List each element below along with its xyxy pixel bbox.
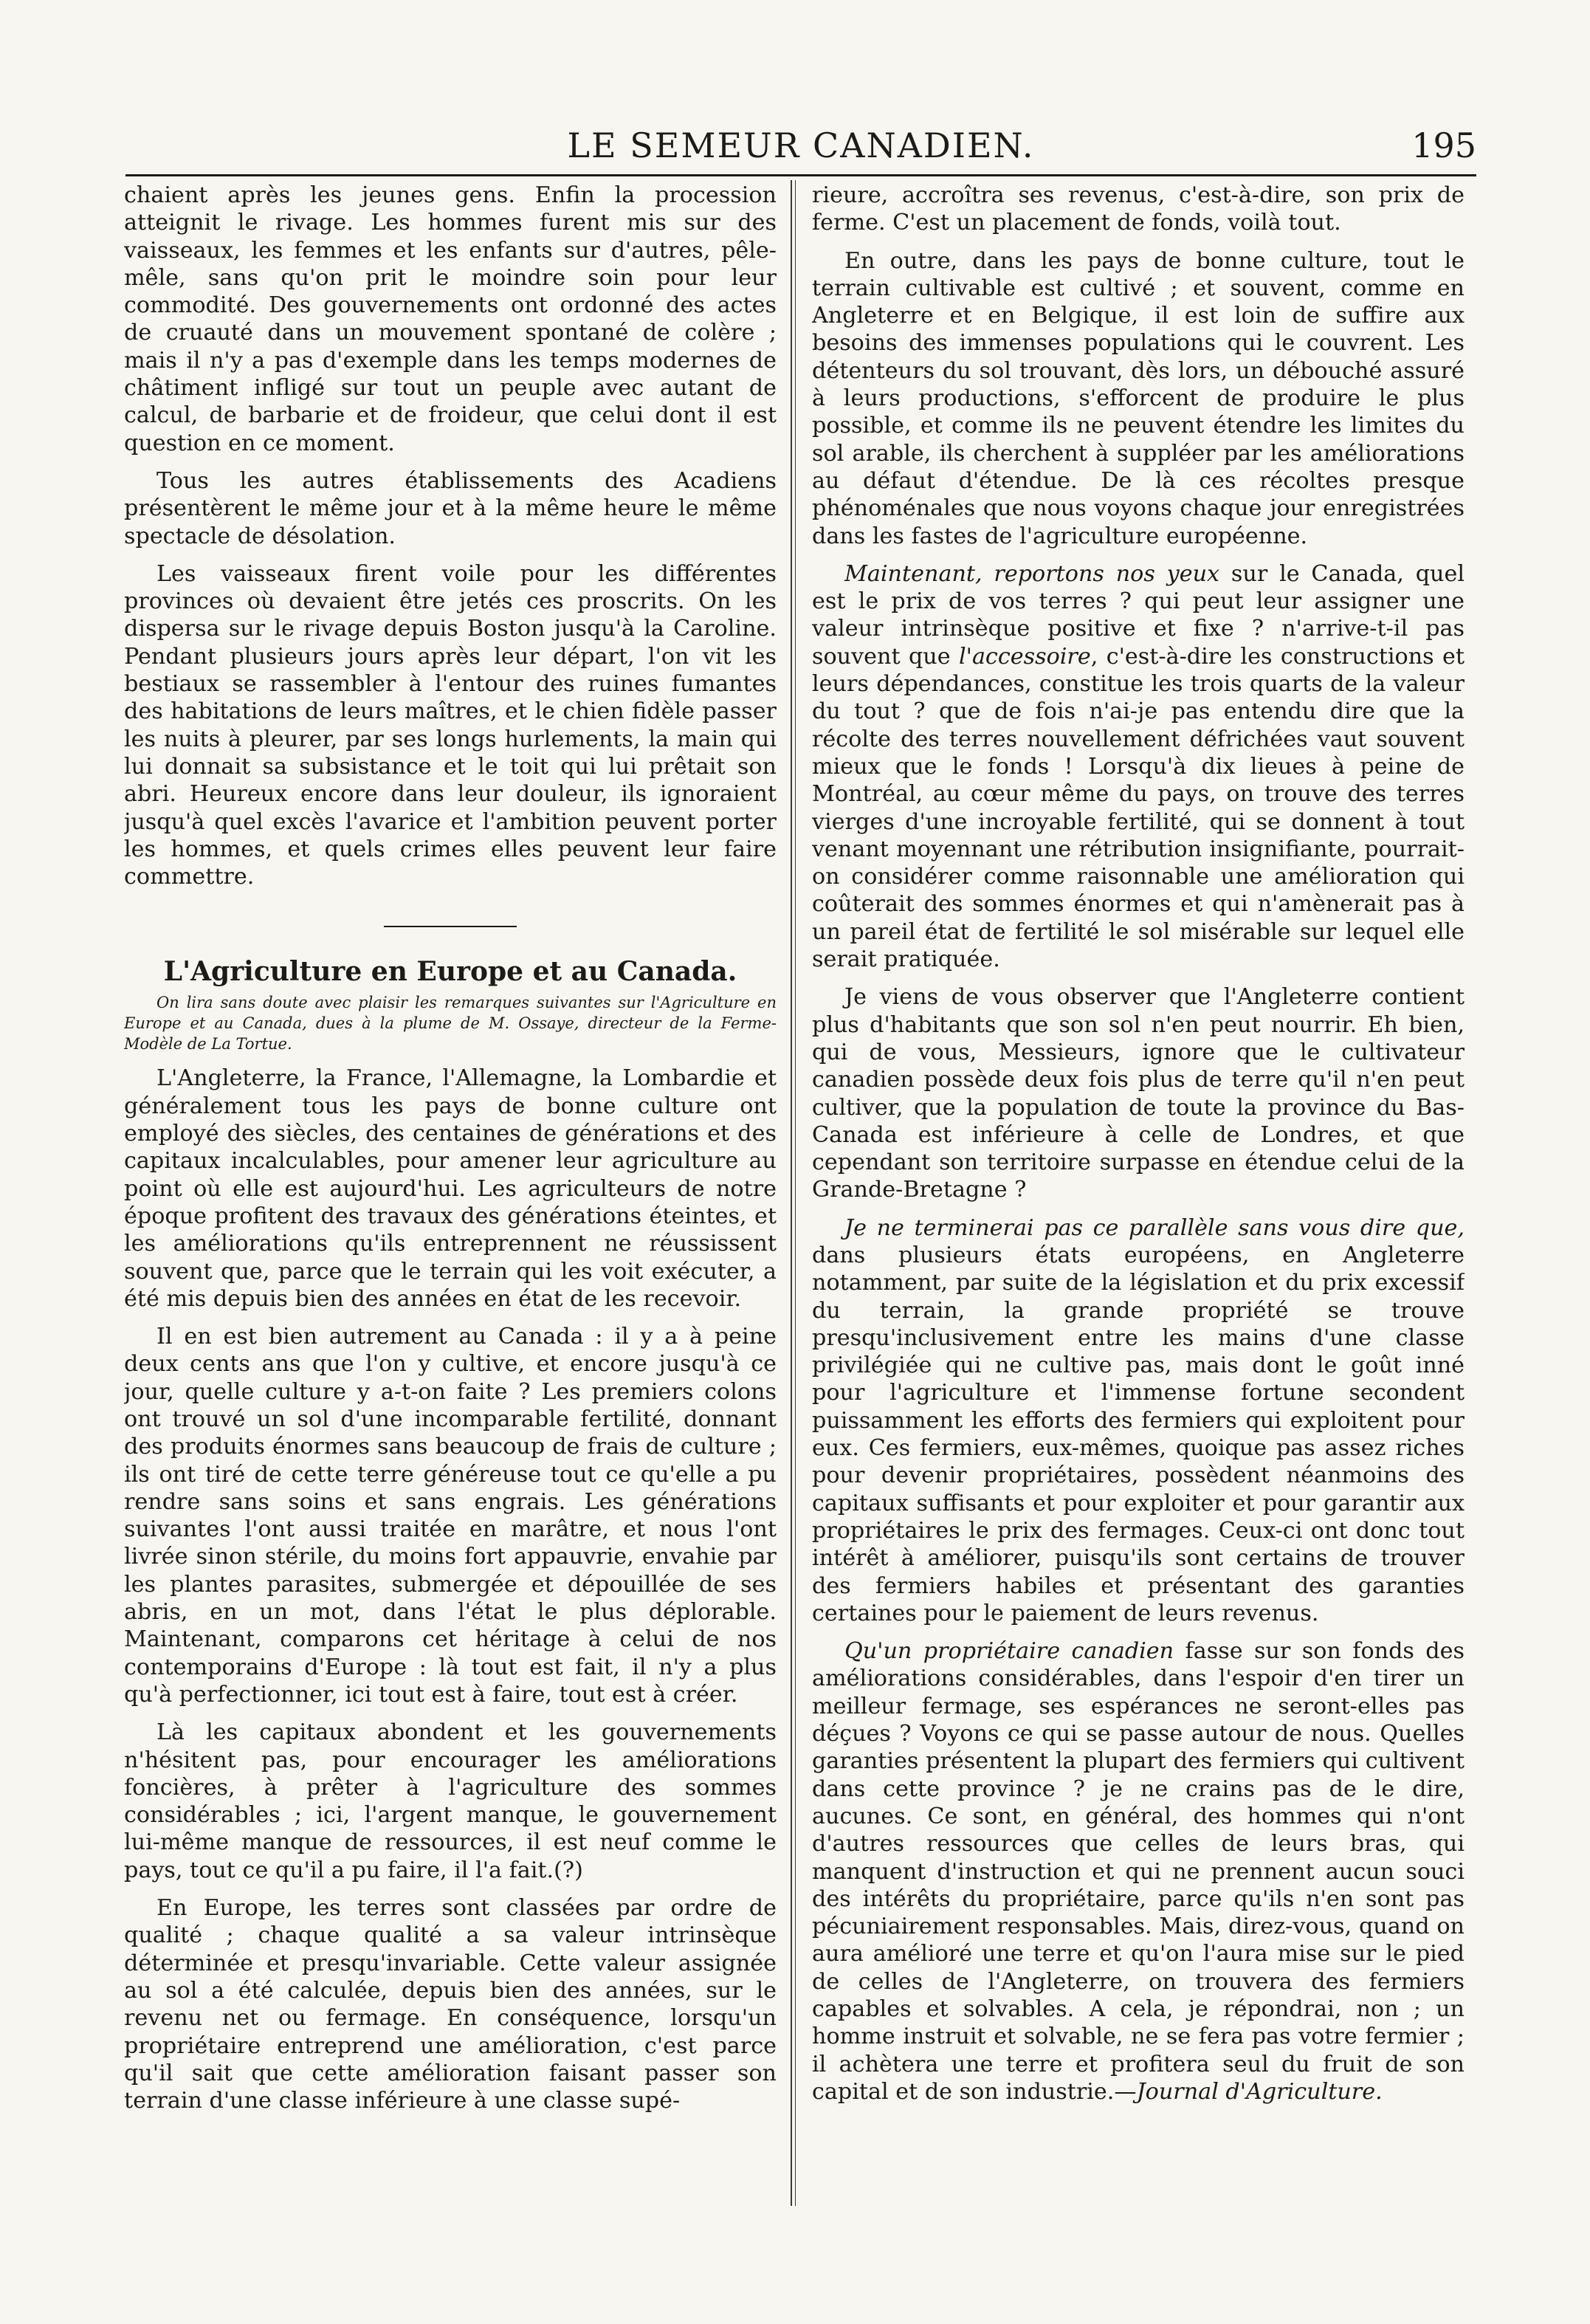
paragraph: rieure, accroîtra ses revenus, c'est-à-dire, son prix de ferme. C'est un placement de fonds, voilà tout. bbox=[812, 182, 1465, 236]
page-number: 195 bbox=[1411, 126, 1476, 165]
paragraph: En outre, dans les pays de bonne culture, tout le terrain cultivable est cultivé ; et souvent, comme en Angleterre et en Belgique, il est loin de suffire aux besoins des immenses populations qui le couvrent. Les détenteurs du sol trouvant, dès lors, un débouché assuré à leurs productions, s'efforcent de produire le plus possible, et comme ils ne peuvent étendre les limites du sol arable, ils cherchent à suppléer par les améliorations au défaut d'étendue. De là ces récoltes presque phénoménales que nous voyons chaque jour enregistrées dans les fastes de l'agriculture européenne. bbox=[812, 247, 1465, 549]
italic-term: l'accessoire bbox=[958, 643, 1091, 670]
italic-lead: Qu'un propriétaire canadien bbox=[844, 1638, 1174, 1665]
paragraph: chaient après les jeunes gens. Enfin la procession atteignit le rivage. Les hommes furent mis sur des vaisseaux, les femmes et les enfants sur d'autres, pêle-mêle, sans qu'on prit le moindre soin pour leur commodité. Des gouvernements ont ordonné des actes de cruauté dans un mouvement spontané de colère ; mais il n'y a pas d'exemple dans les temps modernes de châtiment infligé sur tout un peuple avec autant de calcul, de barbarie et de froideur, que celui dont il est question en ce moment. bbox=[124, 182, 777, 456]
column-divider bbox=[795, 180, 796, 2206]
source-signoff: Journal d'Agriculture. bbox=[1136, 2078, 1383, 2105]
paragraph bbox=[812, 1637, 1465, 2105]
section-heading: L'Agriculture en Europe et au Canada. bbox=[163, 956, 737, 988]
paragraph: Là les capitaux abondent et les gouvernements n'hésitent pas, pour encourager les améliorations foncières, à prêter à l'agriculture des sommes considérables ; ici, l'argent manque, le gouvernement lui-même manque de ressources, il est neuf comme le pays, tout ce qu'il a pu faire, il l'a fait.(?) bbox=[124, 1719, 777, 1883]
running-title: LE SEMEUR CANADIEN. bbox=[567, 126, 1035, 165]
paragraph bbox=[812, 560, 1465, 973]
paragraph: En Europe, les terres sont classées par ordre de qualité ; chaque qualité a sa valeur intrinsèque déterminée et presqu'invariable. Cette valeur assignée au sol a été calculée, depuis bien des années, sur le revenu net ou fermage. En conséquence, lorsqu'un propriétaire entreprend une amélioration, c'est parce qu'il sait que cette amélioration faisant passer son terrain d'une classe inférieure à une classe supé- bbox=[124, 1895, 777, 2114]
header-rule bbox=[125, 174, 1476, 176]
paragraph-text: sur le Canada, quel est le prix de vos terres ? qui peut leur assigner une valeur intrinsèque positive et fixe ? n'arrive-t-il pas souvent que bbox=[812, 560, 1465, 670]
paragraph: Les vaisseaux firent voile pour les différentes provinces où devaient être jetés ces proscrits. On les dispersa sur le rivage depuis Boston jusqu'à la Caroline. Pendant plusieurs jours après leur départ, l'on vit les bestiaux se rassembler à l'entour des ruines fumantes des habitations de leurs maîtres, et le chien fidèle passer les nuits à pleurer, par ses longs hurlements, la main qui lui donnait sa subsistance et le toit qui lui prêtait son abri. Heureux encore dans leur douleur, ils ignoraient jusqu'à quel excès l'avarice et l'ambition peuvent porter les hommes, et quels crimes elles peuvent leur faire commettre. bbox=[124, 560, 777, 890]
paragraph-text: , c'est-à-dire les constructions et leurs dépendances, constitue les trois quarts de la valeur du tout ? que de fois n'ai-je pas entendu dire que la récolte des terres nouvellement défrichées vaut souvent mieux que le fonds ! Lorsqu'à dix lieues à peine de Montréal, au cœur même du pays, on trouve des terres vierges d'une incroyable fertilité, qui se donnent à tout venant moyennant une rétribution insignifiante, pourrait-on considérer comme raisonnable une amélioration qui coûterait des sommes énormes et qui n'amènerait pas à un pareil état de fertilité le sol misérable sur lequel elle serait pratiquée. bbox=[812, 643, 1465, 973]
paragraph-text: fasse sur son fonds des améliorations considérables, dans l'espoir d'en tirer un meilleur fermage, ses espérances ne seront-elles pas déçues ? Voyons ce qui se passe autour de nous. Quelles garanties présentent la plupart des fermiers qui cultivent dans cette province ? je ne crains pas de le dire, aucunes. Ce sont, en général, des hommes qui n'ont d'autres ressources que celles de leurs bras, qui manquent d'instruction et qui ne prennent aucun souci des intérêts du propriétaire, parce qu'ils n'en sont pas pécuniairement responsables. Mais, direz-vous, quand on aura amélioré une terre et qu'on l'aura mise sur le pied de celles de l'Angleterre, on trouvera des fermiers capables et solvables. A cela, je répondrai, non ; un homme instruit et solvable, ne se fera pas votre fermier ; il achètera une terre et profitera seul du fruit de son capital et de son industrie.— bbox=[812, 1638, 1465, 2105]
italic-lead: Maintenant, reportons nos yeux bbox=[844, 560, 1220, 587]
italic-lead: Je ne terminerai pas ce parallèle sans vous dire que, bbox=[844, 1214, 1465, 1241]
right-column bbox=[812, 182, 1465, 2204]
section-divider bbox=[384, 926, 517, 927]
paragraph: L'Angleterre, la France, l'Allemagne, la Lombardie et généralement tous les pays de bonne culture ont employé des siècles, des centaines de générations et des capitaux incalculables, pour amener leur agriculture au point où elle est aujourd'hui. Les agriculteurs de notre époque profitent des travaux des générations éteintes, et les améliorations qu'ils entreprennent ne réussissent souvent que, parce que le terrain qui les voit exécuter, a été mis depuis bien des années en état de les recevoir. bbox=[124, 1065, 777, 1312]
paragraph bbox=[812, 1214, 1465, 1627]
column-divider bbox=[791, 180, 792, 2206]
paragraph: Il en est bien autrement au Canada : il y a à peine deux cents ans que l'on y cultive, et encore jusqu'à ce jour, quelle culture y a-t-on faite ? Les premiers colons ont trouvé un sol d'une incomparable fertilité, donnant des produits énormes sans beaucoup de frais de culture ; ils ont tiré de cette terre généreuse tout ce qu'elle a pu rendre sans soins et sans engrais. Les générations suivantes l'ont aussi traitée en marâtre, et nous l'ont livrée sinon stérile, du moins fort appauvrie, envahie par les plantes parasites, submergée et dépouillée de ses abris, en un mot, dans l'état le plus déplorable. Maintenant, comparons cet héritage à celui de nos contemporains d'Europe : là tout est fait, il n'y a plus qu'à perfectionner, ici tout est à faire, tout est à créer. bbox=[124, 1324, 777, 1708]
section-intro: On lira sans doute avec plaisir les remarques suivantes sur l'Agriculture en Europe et au Canada, dues à la plume de M. Ossaye, directeur de la Ferme-Modèle de La Tortue. bbox=[124, 994, 777, 1053]
running-head bbox=[125, 120, 1476, 171]
left-column bbox=[124, 182, 777, 2204]
paragraph: Tous les autres établissements des Acadiens présentèrent le même jour et à la même heure le même spectacle de désolation. bbox=[124, 467, 777, 549]
paragraph-text: dans plusieurs états européens, en Angleterre notamment, par suite de la législation et du prix excessif du terrain, la grande propriété se trouve presqu'inclusivement entre les mains d'une classe privilégiée qui ne cultive pas, mais dont le goût inné pour l'agriculture et l'immense fortune secondent puissamment les efforts des fermiers qui exploitent pour eux. Ces fermiers, eux-mêmes, quoique pas assez riches pour devenir propriétaires, possèdent néanmoins des capitaux suffisants et pour exploiter et pour garantir aux propriétaires le prix des fermages. Ceux-ci ont donc tout intérêt à améliorer, puisqu'ils sont certains de trouver des fermiers habiles et présentant des garanties certaines pour le paiement de leurs revenus. bbox=[812, 1242, 1465, 1626]
paragraph: Je viens de vous observer que l'Angleterre contient plus d'habitants que son sol n'en peut nourrir. Eh bien, qui de vous, Messieurs, ignore que le cultivateur canadien possède deux fois plus de terre qu'il n'en peut cultiver, que la population de toute la province du Bas-Canada est inférieure à celle de Londres, et que cependant son territoire surpasse en étendue celui de la Grande-Bretagne ? bbox=[812, 984, 1465, 1203]
